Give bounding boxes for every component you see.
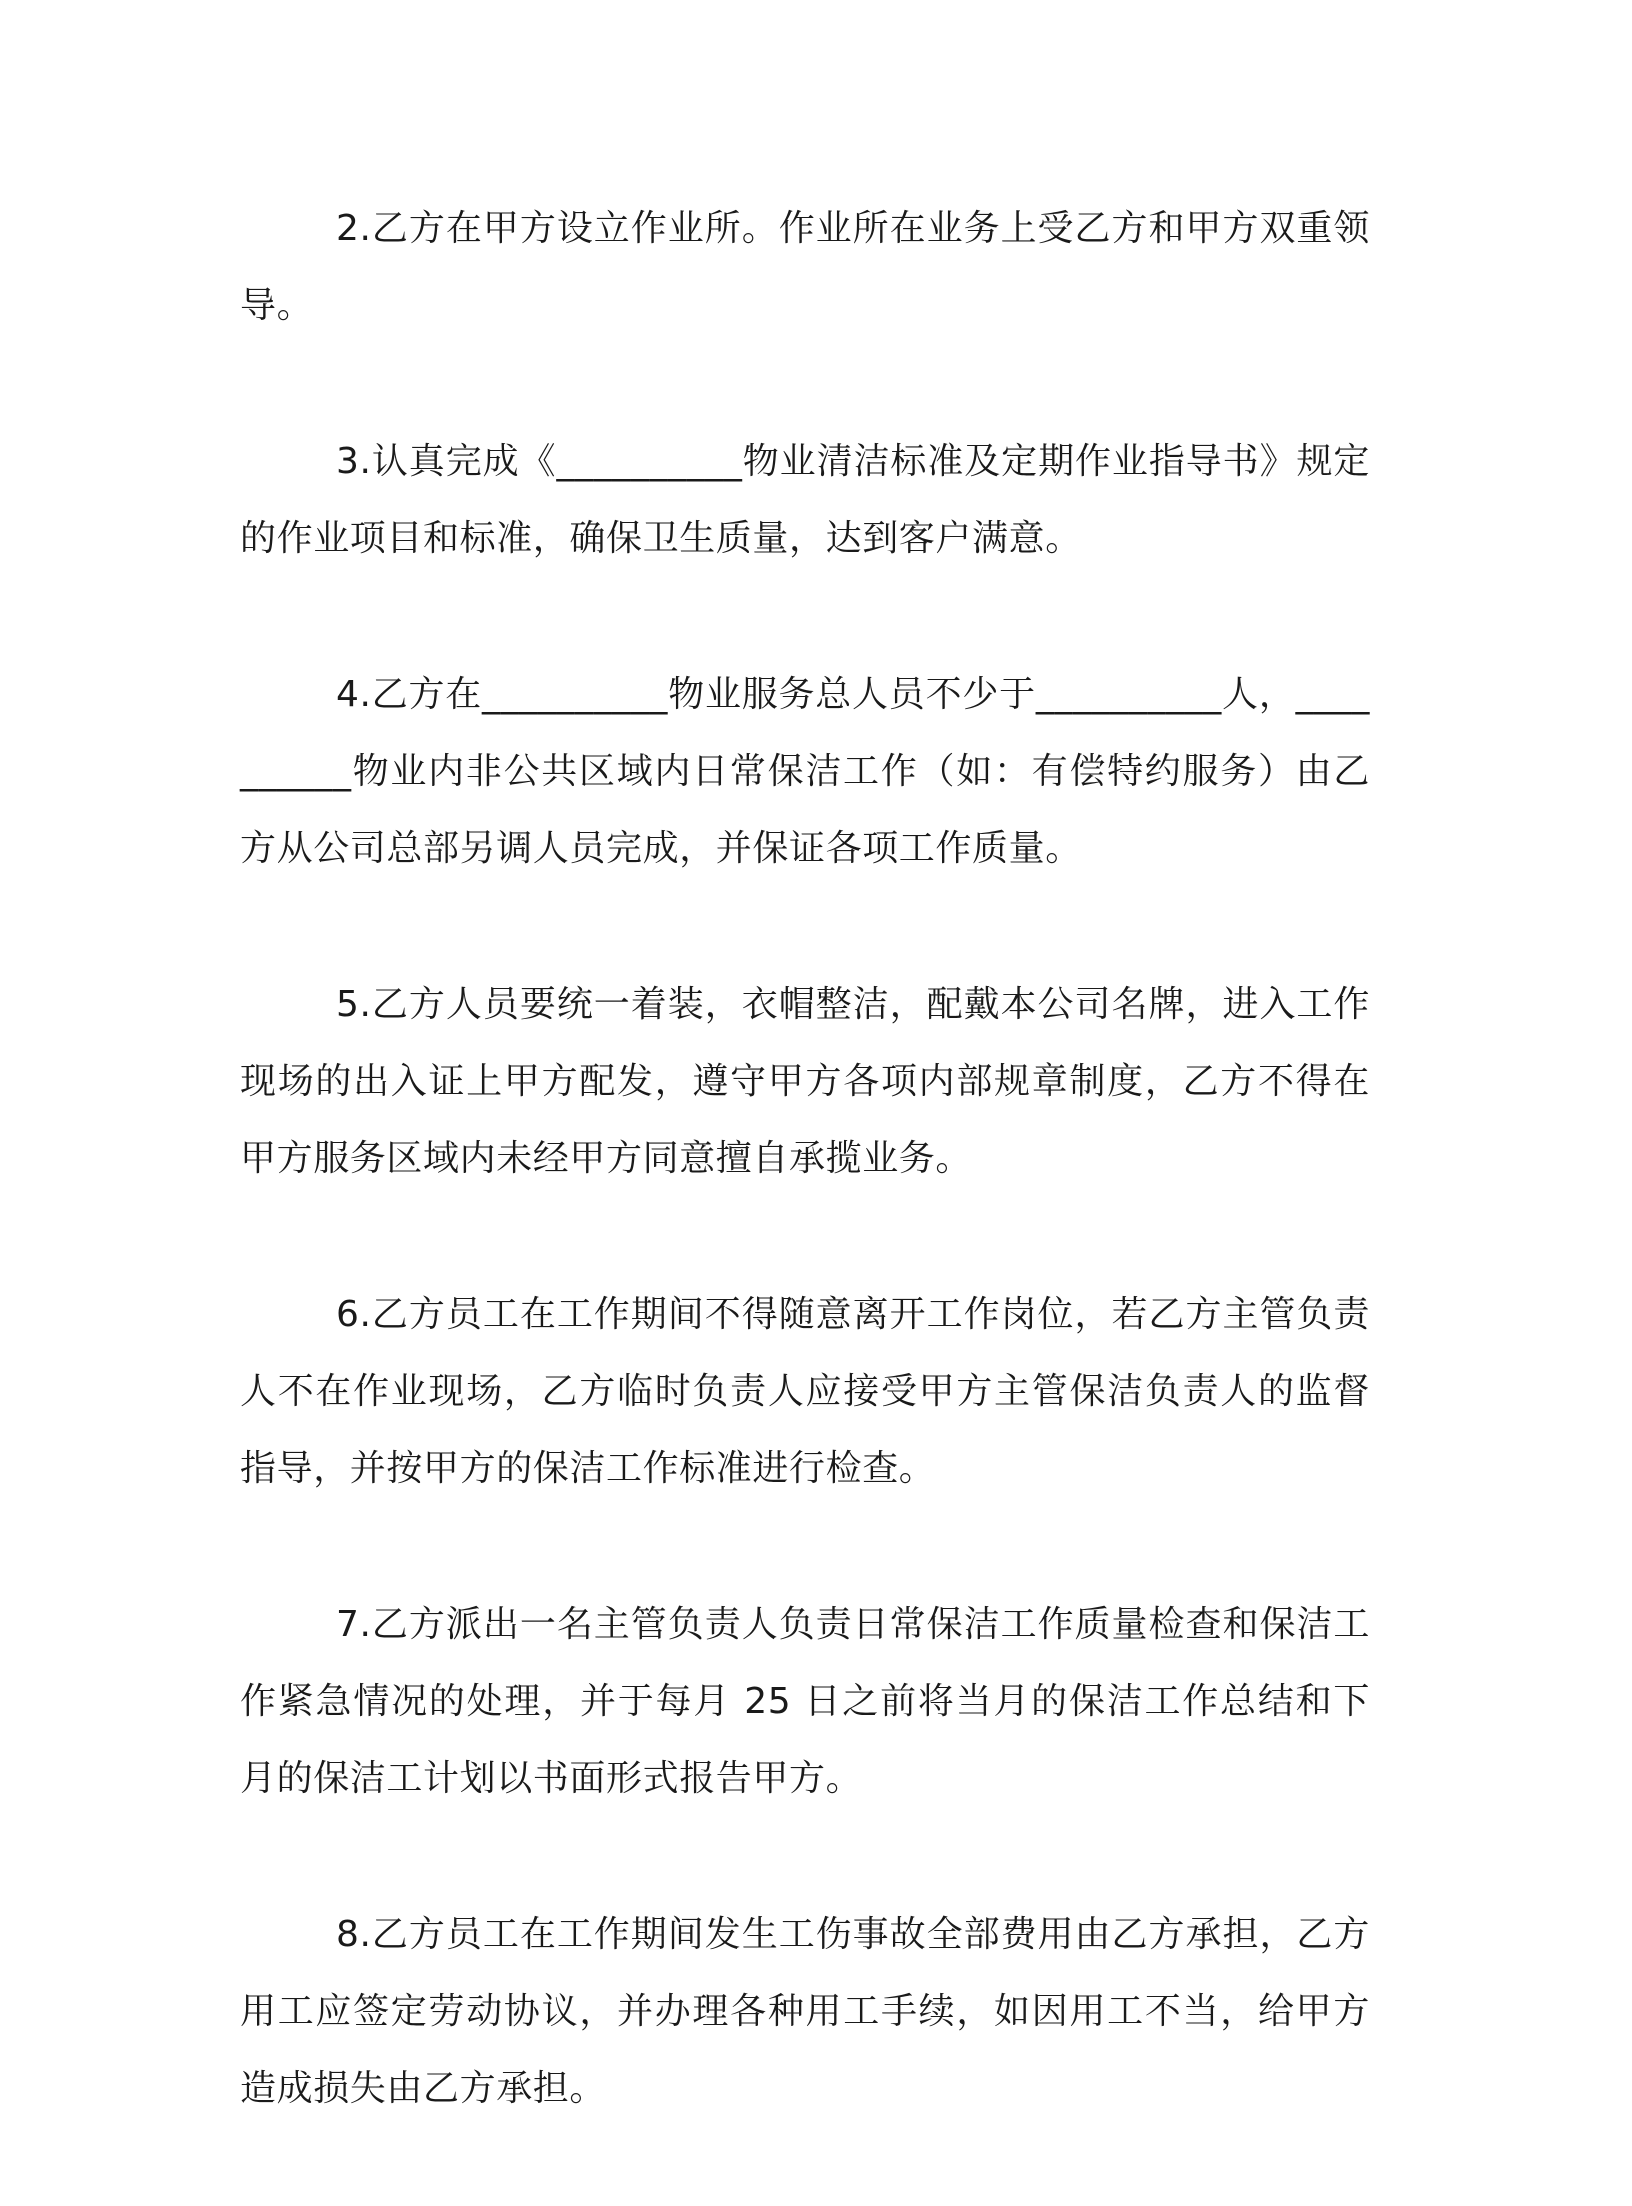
clause-4: 4.乙方在__________物业服务总人员不少于__________人，__________物业内非公共区域内日常保洁工作（如：有偿特约服务）由乙方从公司总部另调人员完成，并保证各项工作质量。	[240, 674, 1370, 869]
clause-5: 5.乙方人员要统一着装，衣帽整洁，配戴本公司名牌，进入工作现场的出入证上甲方配发，遵守甲方各项内部规章制度，乙方不得在甲方服务区域内未经甲方同意擅自承揽业务。	[240, 984, 1370, 1179]
clause-3: 3.认真完成《__________物业清洁标准及定期作业指导书》规定的作业项目和标准，确保卫生质量，达到客户满意。	[240, 441, 1370, 559]
clause-2: 2.乙方在甲方设立作业所。作业所在业务上受乙方和甲方双重领导。	[240, 208, 1370, 326]
clause-8: 8.乙方员工在工作期间发生工伤事故全部费用由乙方承担，乙方用工应签定劳动协议，并办理各种用工手续，如因用工不当，给甲方造成损失由乙方承担。	[240, 1914, 1370, 2109]
clause-7: 7.乙方派出一名主管负责人负责日常保洁工作质量检查和保洁工作紧急情况的处理，并于每月 25 日之前将当月的保洁工作总结和下月的保洁工计划以书面形式报告甲方。	[240, 1604, 1370, 1799]
document-body	[240, 190, 1370, 2206]
clause-6: 6.乙方员工在工作期间不得随意离开工作岗位，若乙方主管负责人不在作业现场，乙方临时负责人应接受甲方主管保洁负责人的监督指导，并按甲方的保洁工作标准进行检查。	[240, 1294, 1370, 1489]
